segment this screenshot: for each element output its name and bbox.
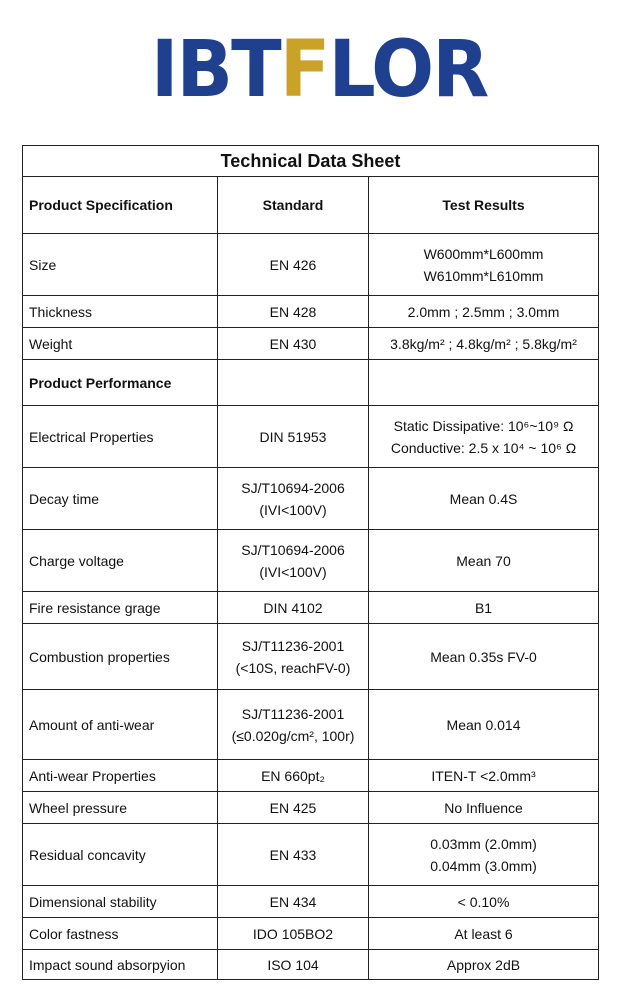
section-title: Product Performance [23,360,218,406]
results-cell-line: Mean 70 [456,552,511,569]
results-cell [369,886,599,918]
results-cell-line: Conductive: 2.5 x 10⁴ ~ 10⁶ Ω [390,439,577,456]
table-row [23,468,599,530]
header-spec: Product Specification [23,177,218,234]
standard-cell-line: EN 425 [269,799,317,816]
results-cell [369,950,599,980]
standard-cell-line: SJ/T10694-2006 [241,541,345,558]
spec-cell: Wheel pressure [23,792,218,824]
spec-cell: Size [23,234,218,296]
results-cell [369,406,599,468]
empty-cell [218,360,369,406]
spec-cell: Decay time [23,468,218,530]
table-row [23,690,599,760]
results-cell [369,468,599,530]
results-cell-line: 3.8kg/m² ; 4.8kg/m² ; 5.8kg/m² [390,335,577,352]
spec-cell: Dimensional stability [23,886,218,918]
results-cell-line: Mean 0.35s FV-0 [430,648,537,665]
results-cell [369,296,599,328]
table-row [23,592,599,624]
table-row [23,624,599,690]
results-cell-line: W600mm*L600mm [423,245,544,262]
results-cell-line: No Influence [444,799,523,816]
table-row [23,792,599,824]
spec-cell: Anti-wear Properties [23,760,218,792]
results-cell-line: 0.03mm (2.0mm) [430,835,537,852]
standard-cell [218,592,369,624]
standard-cell-line: ISO 104 [267,956,319,973]
title-row [23,146,599,177]
header-results: Test Results [369,177,599,234]
spec-cell: Charge voltage [23,530,218,592]
results-cell [369,530,599,592]
results-cell [369,690,599,760]
results-cell [369,592,599,624]
results-cell-line: Static Dissipative: 10⁶~10⁹ Ω [393,417,574,434]
table-row [23,950,599,980]
standard-cell-line: SJ/T11236-2001 [241,705,345,722]
results-cell [369,824,599,886]
standard-cell-line: DIN 4102 [263,599,323,616]
results-cell-line: ITEN-T <2.0mm³ [431,767,536,784]
spec-cell: Fire resistance grage [23,592,218,624]
table-row [23,530,599,592]
spec-cell: Combustion properties [23,624,218,690]
standard-cell-line: EN 434 [269,893,317,910]
table-row [23,328,599,360]
results-cell [369,234,599,296]
results-cell-line: 0.04mm (3.0mm) [430,857,537,874]
standard-cell [218,690,369,760]
standard-cell-line: EN 428 [269,303,317,320]
brand-logo [0,25,639,115]
header-row [23,177,599,234]
standard-cell-line: SJ/T11236-2001 [241,637,345,654]
results-cell [369,760,599,792]
table-row [23,918,599,950]
spec-cell: Amount of anti-wear [23,690,218,760]
results-cell-line: 2.0mm ; 2.5mm ; 3.0mm [407,303,560,320]
standard-cell-line: DIN 51953 [259,428,327,445]
standard-cell-line: EN 660pt₂ [261,767,325,784]
table-row [23,886,599,918]
standard-cell-line: EN 426 [269,256,317,273]
standard-cell [218,624,369,690]
standard-cell [218,530,369,592]
standard-cell-line: (≤0.020g/cm², 100r) [231,727,355,744]
results-cell-line: < 0.10% [457,893,510,910]
logo-part-f: F [280,25,329,115]
results-cell-line: Mean 0.014 [446,716,521,733]
technical-data-table [22,145,599,980]
results-cell-line: W610mm*L610mm [423,267,544,284]
standard-cell-line: (IVI<100V) [259,563,327,580]
table-row [23,760,599,792]
standard-cell [218,296,369,328]
results-cell [369,624,599,690]
table-row [23,824,599,886]
results-cell [369,918,599,950]
standard-cell [218,468,369,530]
standard-cell [218,760,369,792]
spec-cell: Thickness [23,296,218,328]
standard-cell-line: SJ/T10694-2006 [241,479,345,496]
header-standard: Standard [218,177,369,234]
table-row [23,234,599,296]
standard-cell [218,886,369,918]
results-cell-line: B1 [474,599,493,616]
standard-cell [218,950,369,980]
standard-cell-line: EN 433 [269,846,317,863]
logo-part-lor: LOR [328,25,488,115]
spec-cell: Color fastness [23,918,218,950]
logo-wordmark [151,25,488,115]
spec-cell: Impact sound absorpyion [23,950,218,980]
standard-cell-line: IDO 105BO2 [252,925,334,942]
standard-cell [218,824,369,886]
standard-cell [218,918,369,950]
sheet-title: Technical Data Sheet [23,146,599,177]
spec-cell: Electrical Properties [23,406,218,468]
standard-cell-line: EN 430 [269,335,317,352]
logo-part-ibt: IBT [151,25,281,115]
standard-cell [218,792,369,824]
spec-cell: Residual concavity [23,824,218,886]
results-cell-line: Mean 0.4S [449,490,518,507]
table-row [23,406,599,468]
standard-cell [218,328,369,360]
standard-cell [218,234,369,296]
results-cell-line: At least 6 [454,925,513,942]
empty-cell [369,360,599,406]
standard-cell-line: (<10S, reachFV-0) [235,659,351,676]
standard-cell [218,406,369,468]
standard-cell-line: (IVI<100V) [259,501,327,518]
results-cell-line: Approx 2dB [446,956,521,973]
results-cell [369,792,599,824]
table-row [23,296,599,328]
section-row [23,360,599,406]
spec-cell: Weight [23,328,218,360]
results-cell [369,328,599,360]
